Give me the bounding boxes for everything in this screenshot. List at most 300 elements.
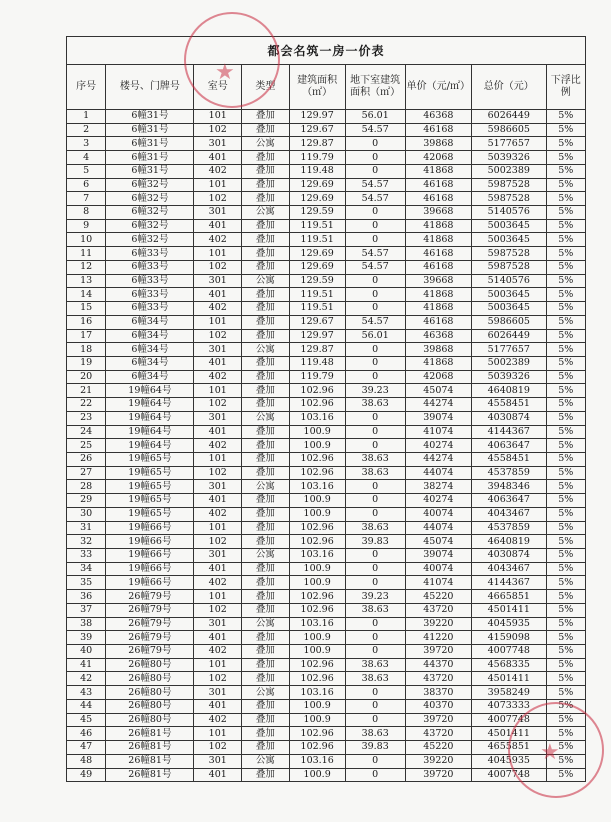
cell-discount: 5% bbox=[546, 713, 585, 727]
header-total-price: 总价（元） bbox=[472, 65, 547, 110]
cell-building: 26幢79号 bbox=[106, 617, 194, 631]
cell-area: 119.51 bbox=[289, 219, 345, 233]
cell-unit-price: 41868 bbox=[405, 302, 471, 316]
cell-type: 叠加 bbox=[242, 521, 290, 535]
cell-type: 叠加 bbox=[242, 233, 290, 247]
cell-type: 公寓 bbox=[242, 206, 290, 220]
cell-discount: 5% bbox=[546, 562, 585, 576]
cell-unit-price: 46168 bbox=[405, 247, 471, 261]
cell-basement: 0 bbox=[345, 411, 405, 425]
cell-building: 6幢32号 bbox=[106, 192, 194, 206]
cell-seq: 21 bbox=[67, 384, 106, 398]
cell-seq: 7 bbox=[67, 192, 106, 206]
cell-unit-price: 44074 bbox=[405, 466, 471, 480]
cell-type: 公寓 bbox=[242, 754, 290, 768]
cell-total-price: 5039326 bbox=[472, 151, 547, 165]
cell-basement: 0 bbox=[345, 617, 405, 631]
cell-area: 100.9 bbox=[289, 494, 345, 508]
cell-area: 129.59 bbox=[289, 274, 345, 288]
cell-area: 103.16 bbox=[289, 754, 345, 768]
table-row bbox=[67, 329, 586, 343]
cell-area: 103.16 bbox=[289, 411, 345, 425]
cell-unit-price: 45220 bbox=[405, 590, 471, 604]
cell-seq: 9 bbox=[67, 219, 106, 233]
cell-basement: 54.57 bbox=[345, 123, 405, 137]
cell-room: 101 bbox=[194, 178, 242, 192]
cell-building: 19幢64号 bbox=[106, 425, 194, 439]
cell-area: 129.59 bbox=[289, 206, 345, 220]
cell-building: 19幢64号 bbox=[106, 411, 194, 425]
cell-type: 叠加 bbox=[242, 123, 290, 137]
cell-seq: 15 bbox=[67, 302, 106, 316]
cell-discount: 5% bbox=[546, 329, 585, 343]
cell-seq: 11 bbox=[67, 247, 106, 261]
table-row bbox=[67, 343, 586, 357]
cell-area: 103.16 bbox=[289, 617, 345, 631]
cell-unit-price: 42068 bbox=[405, 151, 471, 165]
cell-basement: 38.63 bbox=[345, 521, 405, 535]
cell-building: 19幢64号 bbox=[106, 384, 194, 398]
cell-basement: 54.57 bbox=[345, 260, 405, 274]
cell-basement: 0 bbox=[345, 576, 405, 590]
cell-discount: 5% bbox=[546, 178, 585, 192]
table-header-row bbox=[67, 65, 586, 110]
cell-total-price: 4043467 bbox=[472, 507, 547, 521]
cell-total-price: 5002389 bbox=[472, 164, 547, 178]
cell-room: 102 bbox=[194, 741, 242, 755]
cell-building: 26幢79号 bbox=[106, 645, 194, 659]
cell-area: 102.96 bbox=[289, 466, 345, 480]
cell-seq: 44 bbox=[67, 699, 106, 713]
cell-area: 100.9 bbox=[289, 576, 345, 590]
table-row bbox=[67, 631, 586, 645]
cell-basement: 38.63 bbox=[345, 466, 405, 480]
cell-building: 19幢65号 bbox=[106, 452, 194, 466]
cell-discount: 5% bbox=[546, 151, 585, 165]
page-title: 都会名筑一房一价表 bbox=[66, 36, 586, 64]
cell-area: 119.79 bbox=[289, 370, 345, 384]
cell-total-price: 4045935 bbox=[472, 617, 547, 631]
cell-seq: 36 bbox=[67, 590, 106, 604]
table-row bbox=[67, 288, 586, 302]
cell-room: 101 bbox=[194, 247, 242, 261]
cell-type: 叠加 bbox=[242, 356, 290, 370]
cell-discount: 5% bbox=[546, 658, 585, 672]
cell-unit-price: 41868 bbox=[405, 288, 471, 302]
cell-discount: 5% bbox=[546, 507, 585, 521]
cell-type: 叠加 bbox=[242, 631, 290, 645]
cell-total-price: 5003645 bbox=[472, 302, 547, 316]
cell-basement: 39.83 bbox=[345, 535, 405, 549]
cell-room: 301 bbox=[194, 343, 242, 357]
cell-room: 102 bbox=[194, 466, 242, 480]
cell-total-price: 5140576 bbox=[472, 274, 547, 288]
table-row bbox=[67, 672, 586, 686]
table-row bbox=[67, 590, 586, 604]
cell-room: 101 bbox=[194, 452, 242, 466]
table-row bbox=[67, 466, 586, 480]
cell-area: 129.67 bbox=[289, 315, 345, 329]
cell-room: 301 bbox=[194, 274, 242, 288]
table-row bbox=[67, 535, 586, 549]
table-row bbox=[67, 110, 586, 124]
cell-area: 129.69 bbox=[289, 260, 345, 274]
cell-type: 叠加 bbox=[242, 466, 290, 480]
cell-discount: 5% bbox=[546, 384, 585, 398]
cell-type: 叠加 bbox=[242, 727, 290, 741]
cell-unit-price: 41220 bbox=[405, 631, 471, 645]
cell-area: 129.97 bbox=[289, 110, 345, 124]
cell-room: 101 bbox=[194, 110, 242, 124]
cell-room: 401 bbox=[194, 768, 242, 782]
cell-basement: 54.57 bbox=[345, 178, 405, 192]
cell-room: 102 bbox=[194, 398, 242, 412]
cell-room: 301 bbox=[194, 411, 242, 425]
cell-area: 102.96 bbox=[289, 398, 345, 412]
cell-unit-price: 45220 bbox=[405, 741, 471, 755]
cell-discount: 5% bbox=[546, 425, 585, 439]
table-row bbox=[67, 192, 586, 206]
cell-seq: 19 bbox=[67, 356, 106, 370]
cell-room: 301 bbox=[194, 480, 242, 494]
cell-building: 6幢33号 bbox=[106, 288, 194, 302]
cell-area: 129.69 bbox=[289, 192, 345, 206]
cell-seq: 35 bbox=[67, 576, 106, 590]
cell-area: 129.87 bbox=[289, 137, 345, 151]
cell-building: 19幢64号 bbox=[106, 398, 194, 412]
cell-area: 102.96 bbox=[289, 658, 345, 672]
cell-basement: 0 bbox=[345, 164, 405, 178]
cell-total-price: 5002389 bbox=[472, 356, 547, 370]
cell-discount: 5% bbox=[546, 576, 585, 590]
cell-total-price: 5177657 bbox=[472, 343, 547, 357]
cell-unit-price: 43720 bbox=[405, 672, 471, 686]
cell-building: 26幢80号 bbox=[106, 699, 194, 713]
cell-area: 100.9 bbox=[289, 768, 345, 782]
cell-type: 公寓 bbox=[242, 274, 290, 288]
cell-basement: 0 bbox=[345, 494, 405, 508]
cell-total-price: 3958249 bbox=[472, 686, 547, 700]
cell-unit-price: 40274 bbox=[405, 494, 471, 508]
cell-basement: 54.57 bbox=[345, 192, 405, 206]
cell-seq: 22 bbox=[67, 398, 106, 412]
cell-room: 401 bbox=[194, 494, 242, 508]
cell-total-price: 4007748 bbox=[472, 713, 547, 727]
cell-total-price: 5039326 bbox=[472, 370, 547, 384]
cell-building: 26幢79号 bbox=[106, 631, 194, 645]
cell-building: 6幢32号 bbox=[106, 178, 194, 192]
cell-building: 26幢81号 bbox=[106, 768, 194, 782]
cell-unit-price: 39668 bbox=[405, 274, 471, 288]
cell-seq: 32 bbox=[67, 535, 106, 549]
header-discount: 下浮比例 bbox=[546, 65, 585, 110]
cell-total-price: 4144367 bbox=[472, 425, 547, 439]
cell-type: 叠加 bbox=[242, 110, 290, 124]
cell-discount: 5% bbox=[546, 631, 585, 645]
cell-unit-price: 39074 bbox=[405, 549, 471, 563]
cell-discount: 5% bbox=[546, 260, 585, 274]
cell-type: 叠加 bbox=[242, 452, 290, 466]
cell-area: 100.9 bbox=[289, 562, 345, 576]
cell-area: 102.96 bbox=[289, 672, 345, 686]
table-row bbox=[67, 507, 586, 521]
header-type: 类型 bbox=[242, 65, 290, 110]
cell-basement: 0 bbox=[345, 631, 405, 645]
cell-building: 26幢81号 bbox=[106, 754, 194, 768]
cell-basement: 0 bbox=[345, 288, 405, 302]
cell-room: 102 bbox=[194, 535, 242, 549]
cell-building: 19幢65号 bbox=[106, 480, 194, 494]
cell-unit-price: 41074 bbox=[405, 576, 471, 590]
cell-total-price: 5003645 bbox=[472, 233, 547, 247]
cell-unit-price: 46168 bbox=[405, 178, 471, 192]
cell-discount: 5% bbox=[546, 727, 585, 741]
cell-seq: 25 bbox=[67, 439, 106, 453]
cell-basement: 54.57 bbox=[345, 315, 405, 329]
cell-seq: 45 bbox=[67, 713, 106, 727]
cell-area: 100.9 bbox=[289, 699, 345, 713]
cell-building: 6幢34号 bbox=[106, 329, 194, 343]
cell-total-price: 4073333 bbox=[472, 699, 547, 713]
cell-type: 叠加 bbox=[242, 535, 290, 549]
cell-discount: 5% bbox=[546, 603, 585, 617]
cell-type: 叠加 bbox=[242, 219, 290, 233]
cell-room: 301 bbox=[194, 206, 242, 220]
cell-seq: 47 bbox=[67, 741, 106, 755]
cell-total-price: 4640819 bbox=[472, 535, 547, 549]
header-seq: 序号 bbox=[67, 65, 106, 110]
cell-room: 301 bbox=[194, 686, 242, 700]
cell-basement: 0 bbox=[345, 713, 405, 727]
table-row bbox=[67, 686, 586, 700]
table-row bbox=[67, 247, 586, 261]
cell-discount: 5% bbox=[546, 411, 585, 425]
cell-basement: 39.83 bbox=[345, 741, 405, 755]
cell-area: 119.48 bbox=[289, 164, 345, 178]
cell-area: 119.51 bbox=[289, 288, 345, 302]
cell-basement: 0 bbox=[345, 754, 405, 768]
cell-room: 301 bbox=[194, 549, 242, 563]
table-row bbox=[67, 521, 586, 535]
cell-type: 叠加 bbox=[242, 164, 290, 178]
cell-type: 叠加 bbox=[242, 699, 290, 713]
cell-total-price: 5140576 bbox=[472, 206, 547, 220]
cell-area: 103.16 bbox=[289, 480, 345, 494]
table-row bbox=[67, 370, 586, 384]
cell-room: 101 bbox=[194, 727, 242, 741]
cell-basement: 0 bbox=[345, 549, 405, 563]
cell-area: 103.16 bbox=[289, 549, 345, 563]
cell-total-price: 4159098 bbox=[472, 631, 547, 645]
cell-unit-price: 46368 bbox=[405, 110, 471, 124]
cell-basement: 0 bbox=[345, 343, 405, 357]
cell-basement: 38.63 bbox=[345, 672, 405, 686]
cell-type: 叠加 bbox=[242, 645, 290, 659]
cell-total-price: 4030874 bbox=[472, 549, 547, 563]
cell-seq: 10 bbox=[67, 233, 106, 247]
cell-total-price: 5177657 bbox=[472, 137, 547, 151]
table-row bbox=[67, 439, 586, 453]
cell-seq: 4 bbox=[67, 151, 106, 165]
cell-total-price: 4568335 bbox=[472, 658, 547, 672]
cell-area: 100.9 bbox=[289, 507, 345, 521]
cell-seq: 31 bbox=[67, 521, 106, 535]
cell-type: 叠加 bbox=[242, 151, 290, 165]
cell-area: 100.9 bbox=[289, 713, 345, 727]
cell-room: 402 bbox=[194, 370, 242, 384]
cell-room: 101 bbox=[194, 521, 242, 535]
cell-basement: 0 bbox=[345, 206, 405, 220]
cell-type: 叠加 bbox=[242, 658, 290, 672]
cell-area: 129.87 bbox=[289, 343, 345, 357]
cell-unit-price: 39668 bbox=[405, 206, 471, 220]
cell-area: 129.69 bbox=[289, 178, 345, 192]
cell-building: 19幢66号 bbox=[106, 521, 194, 535]
cell-room: 401 bbox=[194, 288, 242, 302]
cell-seq: 38 bbox=[67, 617, 106, 631]
table-row bbox=[67, 151, 586, 165]
cell-unit-price: 41868 bbox=[405, 233, 471, 247]
cell-basement: 0 bbox=[345, 439, 405, 453]
cell-unit-price: 41868 bbox=[405, 356, 471, 370]
cell-area: 100.9 bbox=[289, 645, 345, 659]
cell-area: 102.96 bbox=[289, 384, 345, 398]
cell-type: 公寓 bbox=[242, 617, 290, 631]
cell-unit-price: 44274 bbox=[405, 398, 471, 412]
cell-room: 102 bbox=[194, 329, 242, 343]
cell-total-price: 4537859 bbox=[472, 466, 547, 480]
cell-type: 叠加 bbox=[242, 590, 290, 604]
table-row bbox=[67, 549, 586, 563]
cell-room: 401 bbox=[194, 151, 242, 165]
cell-type: 公寓 bbox=[242, 411, 290, 425]
cell-room: 402 bbox=[194, 645, 242, 659]
cell-type: 叠加 bbox=[242, 192, 290, 206]
cell-room: 402 bbox=[194, 507, 242, 521]
cell-type: 公寓 bbox=[242, 137, 290, 151]
cell-discount: 5% bbox=[546, 617, 585, 631]
cell-unit-price: 46168 bbox=[405, 123, 471, 137]
cell-discount: 5% bbox=[546, 288, 585, 302]
table-row bbox=[67, 233, 586, 247]
cell-discount: 5% bbox=[546, 123, 585, 137]
cell-discount: 5% bbox=[546, 192, 585, 206]
cell-total-price: 4558451 bbox=[472, 452, 547, 466]
cell-unit-price: 41074 bbox=[405, 425, 471, 439]
cell-discount: 5% bbox=[546, 356, 585, 370]
cell-unit-price: 38370 bbox=[405, 686, 471, 700]
cell-building: 26幢79号 bbox=[106, 603, 194, 617]
cell-total-price: 4030874 bbox=[472, 411, 547, 425]
cell-discount: 5% bbox=[546, 164, 585, 178]
cell-basement: 0 bbox=[345, 137, 405, 151]
cell-room: 402 bbox=[194, 576, 242, 590]
cell-room: 401 bbox=[194, 356, 242, 370]
cell-basement: 0 bbox=[345, 645, 405, 659]
cell-discount: 5% bbox=[546, 219, 585, 233]
cell-building: 26幢81号 bbox=[106, 727, 194, 741]
cell-room: 402 bbox=[194, 713, 242, 727]
cell-area: 119.79 bbox=[289, 151, 345, 165]
cell-seq: 14 bbox=[67, 288, 106, 302]
cell-total-price: 4501411 bbox=[472, 672, 547, 686]
cell-room: 402 bbox=[194, 302, 242, 316]
cell-room: 102 bbox=[194, 603, 242, 617]
cell-seq: 37 bbox=[67, 603, 106, 617]
cell-building: 6幢31号 bbox=[106, 151, 194, 165]
cell-building: 19幢66号 bbox=[106, 576, 194, 590]
header-building: 楼号、门牌号 bbox=[106, 65, 194, 110]
cell-total-price: 4501411 bbox=[472, 603, 547, 617]
cell-discount: 5% bbox=[546, 370, 585, 384]
cell-seq: 13 bbox=[67, 274, 106, 288]
cell-type: 叠加 bbox=[242, 178, 290, 192]
cell-seq: 42 bbox=[67, 672, 106, 686]
cell-unit-price: 38274 bbox=[405, 480, 471, 494]
table-row bbox=[67, 384, 586, 398]
cell-seq: 49 bbox=[67, 768, 106, 782]
cell-unit-price: 39868 bbox=[405, 137, 471, 151]
cell-seq: 28 bbox=[67, 480, 106, 494]
cell-building: 6幢33号 bbox=[106, 247, 194, 261]
cell-seq: 6 bbox=[67, 178, 106, 192]
cell-seq: 41 bbox=[67, 658, 106, 672]
cell-type: 叠加 bbox=[242, 741, 290, 755]
cell-building: 26幢80号 bbox=[106, 713, 194, 727]
cell-total-price: 5986605 bbox=[472, 315, 547, 329]
cell-discount: 5% bbox=[546, 452, 585, 466]
table-row bbox=[67, 356, 586, 370]
cell-discount: 5% bbox=[546, 645, 585, 659]
cell-unit-price: 43720 bbox=[405, 603, 471, 617]
cell-total-price: 5987528 bbox=[472, 247, 547, 261]
cell-building: 6幢32号 bbox=[106, 219, 194, 233]
cell-building: 6幢31号 bbox=[106, 110, 194, 124]
cell-seq: 29 bbox=[67, 494, 106, 508]
cell-total-price: 4640819 bbox=[472, 384, 547, 398]
cell-basement: 0 bbox=[345, 274, 405, 288]
cell-total-price: 4558451 bbox=[472, 398, 547, 412]
cell-unit-price: 40074 bbox=[405, 507, 471, 521]
cell-total-price: 4665851 bbox=[472, 590, 547, 604]
cell-basement: 56.01 bbox=[345, 110, 405, 124]
cell-discount: 5% bbox=[546, 521, 585, 535]
cell-discount: 5% bbox=[546, 480, 585, 494]
table-row bbox=[67, 206, 586, 220]
cell-seq: 12 bbox=[67, 260, 106, 274]
cell-seq: 43 bbox=[67, 686, 106, 700]
cell-unit-price: 41868 bbox=[405, 219, 471, 233]
cell-unit-price: 44370 bbox=[405, 658, 471, 672]
table-row bbox=[67, 260, 586, 274]
cell-discount: 5% bbox=[546, 233, 585, 247]
cell-area: 102.96 bbox=[289, 535, 345, 549]
cell-room: 401 bbox=[194, 219, 242, 233]
cell-type: 公寓 bbox=[242, 686, 290, 700]
cell-discount: 5% bbox=[546, 686, 585, 700]
table-row bbox=[67, 494, 586, 508]
cell-discount: 5% bbox=[546, 398, 585, 412]
cell-type: 叠加 bbox=[242, 315, 290, 329]
cell-unit-price: 39720 bbox=[405, 713, 471, 727]
cell-basement: 0 bbox=[345, 699, 405, 713]
cell-total-price: 5003645 bbox=[472, 219, 547, 233]
cell-room: 402 bbox=[194, 233, 242, 247]
table-row bbox=[67, 713, 586, 727]
cell-discount: 5% bbox=[546, 110, 585, 124]
cell-type: 叠加 bbox=[242, 603, 290, 617]
cell-seq: 1 bbox=[67, 110, 106, 124]
